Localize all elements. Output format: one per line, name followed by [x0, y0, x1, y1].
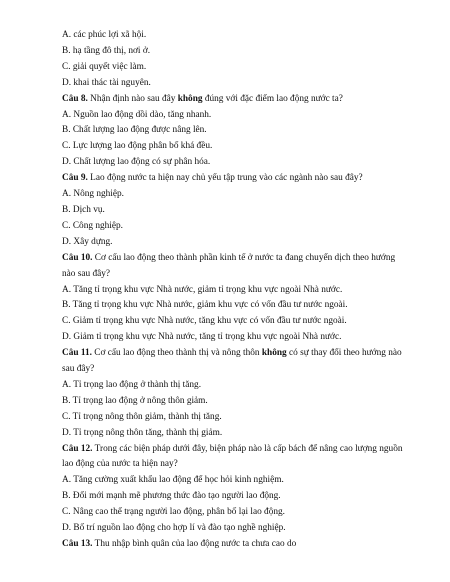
question-stem	[62, 171, 404, 187]
question-text-tail: có sự thay đổi theo hướng nào sau đây?	[62, 348, 402, 375]
answer-option: B. Đổi mới mạnh mẽ phương thức đào tạo người lao động.	[62, 491, 281, 502]
question-text: Lao động nước ta hiện nay chủ yếu tập trung vào các ngành nào sau đây?	[87, 173, 363, 184]
answer-option: B. Tỉ trọng lao động ở nông thôn giảm.	[62, 395, 208, 406]
answer-option: A. các phúc lợi xã hội.	[62, 30, 147, 40]
answer-option: B. Tăng tỉ trọng khu vực Nhà nước, giảm khu vực có vốn đầu tư nước ngoài.	[62, 300, 348, 311]
answer-option: C. Công nghiệp.	[62, 220, 123, 231]
question-number: Câu 10.	[62, 252, 93, 263]
question-text: Thu nhập bình quân của lao động nước ta chưa cao do	[92, 539, 297, 549]
emphasis-word: không	[261, 348, 287, 359]
answer-option: D. Xây dựng.	[62, 236, 113, 247]
question-stem	[62, 346, 404, 378]
answer-option: D. Giảm tỉ trọng khu vực Nhà nước, tăng tỉ trọng khu vực ngoài Nhà nước.	[62, 332, 342, 343]
answer-option: C. giải quyết việc làm.	[62, 61, 147, 72]
answer-option: A. Nông nghiệp.	[62, 189, 124, 200]
question-text: Nhận định nào sau đây	[87, 93, 178, 104]
answer-option: D. Chất lượng lao động có sự phân hóa.	[62, 157, 211, 168]
answer-option: A. Tăng tỉ trọng khu vực Nhà nước, giảm tỉ trọng khu vực ngoài Nhà nước.	[62, 284, 343, 295]
answer-option: A. Tăng cường xuất khẩu lao động để học hỏi kinh nghiệm.	[62, 475, 284, 486]
answer-option: D. Tỉ trọng nông thôn tăng, thành thị giảm.	[62, 427, 223, 438]
question-number: Câu 8.	[62, 93, 88, 104]
answer-option: A. Nguồn lao động dồi dào, tăng nhanh.	[62, 109, 212, 120]
question-text: Cơ cấu lao động theo thành thị và nông thôn	[91, 348, 262, 359]
question-number: Câu 11.	[62, 348, 92, 359]
answer-option: B. Chất lượng lao động được nâng lên.	[62, 125, 207, 136]
question-stem	[62, 251, 404, 283]
answer-option: C. Lực lượng lao động phân bố khá đều.	[62, 141, 213, 152]
question-text: Cơ cấu lao động theo thành phần kinh tế ở nước ta đang chuyển dịch theo hướng nào sau đây?	[62, 252, 396, 279]
question-stem	[62, 442, 404, 474]
answer-option: C. Giảm tỉ trọng khu vực Nhà nước, tăng khu vực có vốn đầu tư nước ngoài.	[62, 316, 347, 327]
question-text: Trong các biện pháp dưới đây, biện pháp nào là cấp bách để nâng cao lượng nguồn lao động của nước ta hiện nay?	[62, 443, 403, 470]
answer-option: C. Nâng cao thể trạng người lao động, phân bố lại lao động.	[62, 507, 285, 518]
question-number: Câu 9.	[62, 173, 88, 184]
answer-option: D. khai thác tài nguyên.	[62, 77, 151, 88]
answer-option: D. Bố trí nguồn lao động cho hợp lí và đào tạo nghề nghiệp.	[62, 523, 286, 534]
answer-option: B. Dịch vụ.	[62, 204, 105, 215]
question-number: Câu 13.	[62, 539, 93, 549]
answer-option: A. Tỉ trọng lao động ở thành thị tăng.	[62, 379, 202, 390]
question-stem	[62, 92, 404, 108]
answer-option: B. hạ tầng đô thị, nơi ở.	[62, 45, 151, 56]
answer-option: C. Tỉ trọng nông thôn giảm, thành thị tăng.	[62, 411, 222, 422]
emphasis-word: không	[177, 93, 203, 104]
question-text-tail: đúng với đặc điểm lao động nước ta?	[202, 93, 343, 104]
question-stem	[62, 537, 404, 553]
question-number: Câu 12.	[62, 443, 93, 454]
